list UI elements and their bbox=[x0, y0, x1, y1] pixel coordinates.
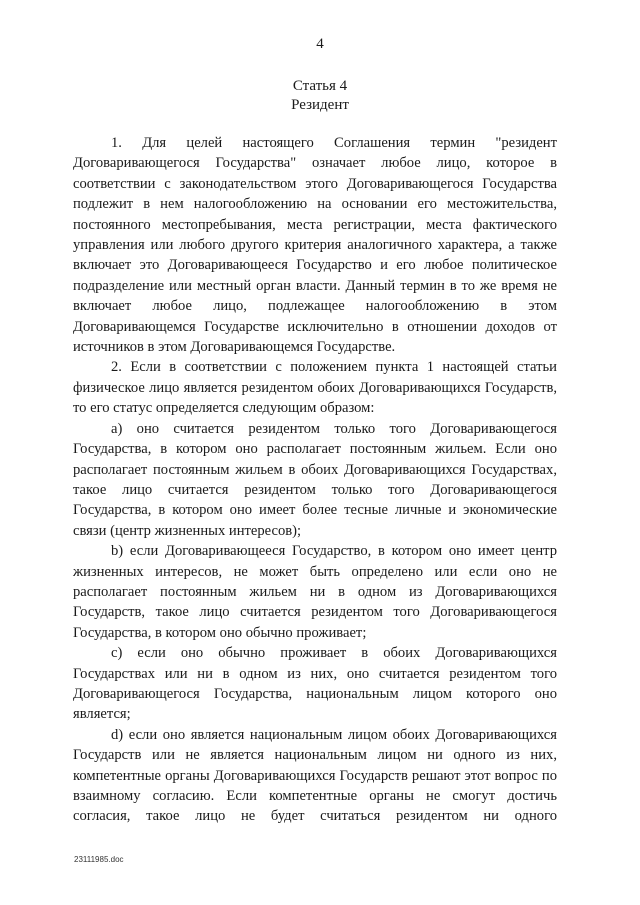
file-name-footer: 23111985.doc bbox=[74, 855, 124, 864]
article-name: Резидент bbox=[291, 97, 349, 113]
subparagraph-c: c) если оно обычно проживает в обоих Договаривающихся Государствах или ни в одном из них, оно считается резидентом того Договаривающегося Государства, национальным лицом которого оно является; bbox=[73, 645, 557, 723]
subparagraph-d: d) если оно является национальным лицом обоих Договаривающихся Государств или не является национальным лицом ни одного из них, компетентные органы Договаривающихся Государств решают этот вопрос по взаимному согласию. Если компетентные органы не смогут достичь согласия, такое лицо не будет считаться резидентом ни одного bbox=[73, 726, 557, 825]
subparagraph-a: a) оно считается резидентом только того Договаривающегося Государства, в котором оно располагает постоянным жильем. Если оно располагает постоянным жильем в обоих Договаривающихся Государствах, такое лицо считается резидентом только того Договаривающегося Государства, в котором оно имеет более тесные личные и экономические связи (центр жизненных интересов); bbox=[73, 420, 557, 539]
paragraph-2: 2. Если в соответствии с положением пункта 1 настоящей статьи физическое лицо является резидентом обоих Договаривающихся Государств, то его статус определяется следующим образом: bbox=[73, 359, 557, 417]
page-number: 4 bbox=[316, 36, 324, 52]
subparagraph-b: b) если Договаривающееся Государство, в котором оно имеет центр жизненных интересов, не может быть определено или если оно не располагает постоянным жильем ни в одном из Договаривающихся Государств, такое лицо считается резидентом того Договаривающегося Государства, в котором оно обычно проживает; bbox=[73, 543, 557, 641]
paragraph-1: 1. Для целей настоящего Соглашения термин "резидент Договаривающегося Государства" означает любое лицо, которое в соответствии с законодательством этого Договаривающегося Государства подлежит в нем налогообложению на основании его местожительства, постоянного местопребывания, места регистрации, места фактического управления или любого другого критерия аналогичного характера, а также включает это Договаривающееся Государство и его любое политическое подразделение или местный орган власти. Данный термин в то же время не включает любое лицо, подлежащее налогообложению в этом Договаривающемся Государстве исключительно в отношении доходов от источников в этом Договаривающемся Государстве. bbox=[73, 135, 557, 356]
article-body bbox=[73, 133, 557, 827]
article-title: Статья 4 bbox=[292, 78, 348, 94]
